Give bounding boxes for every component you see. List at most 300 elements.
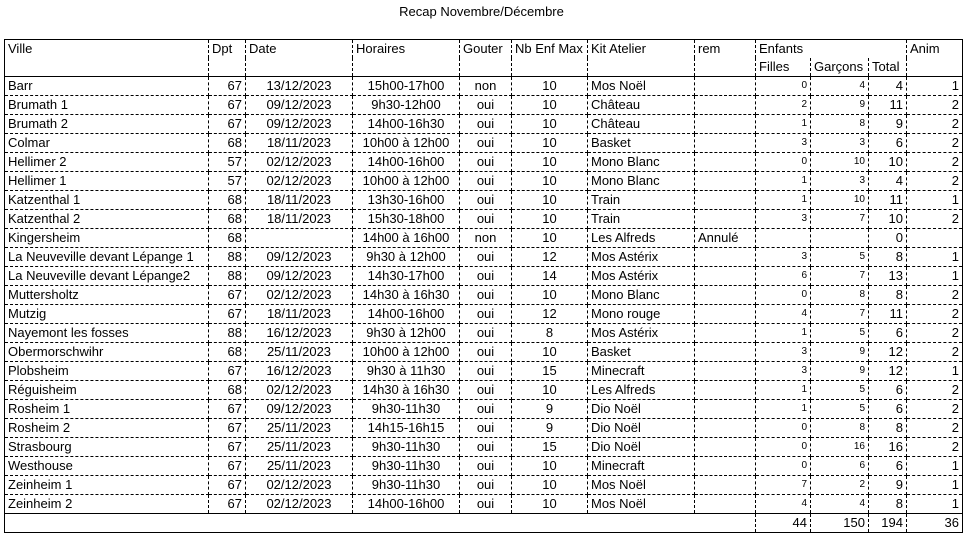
cell-rem[interactable] xyxy=(695,77,756,96)
cell-garcons[interactable]: 8 xyxy=(811,115,869,134)
cell-ville[interactable]: La Neuveville devant Lépange 1 xyxy=(5,248,209,267)
cell-total[interactable]: 6 xyxy=(869,324,907,343)
header-filles[interactable]: Filles xyxy=(756,58,811,77)
cell-dpt[interactable]: 67 xyxy=(209,476,246,495)
cell-garcons[interactable]: 2 xyxy=(811,476,869,495)
cell-nb-enf-max[interactable]: 10 xyxy=(512,115,588,134)
total-anim[interactable]: 36 xyxy=(907,514,963,533)
cell-filles[interactable]: 3 xyxy=(756,134,811,153)
cell-nb-enf-max[interactable]: 10 xyxy=(512,134,588,153)
recap-table xyxy=(4,39,963,533)
cell-horaires[interactable]: 9h30-11h30 xyxy=(353,400,460,419)
cell-filles[interactable]: 3 xyxy=(756,248,811,267)
cell-garcons[interactable]: 9 xyxy=(811,96,869,115)
cell-ville[interactable]: Colmar xyxy=(5,134,209,153)
cell-anim[interactable]: 2 xyxy=(907,134,963,153)
cell-horaires[interactable]: 14h15-16h15 xyxy=(353,419,460,438)
cell-ville[interactable]: La Neuveville devant Lépange2 xyxy=(5,267,209,286)
cell-anim[interactable]: 2 xyxy=(907,343,963,362)
cell-anim[interactable]: 2 xyxy=(907,172,963,191)
cell-gouter[interactable]: oui xyxy=(460,495,512,514)
cell-date[interactable]: 09/12/2023 xyxy=(246,96,353,115)
cell-dpt[interactable]: 67 xyxy=(209,419,246,438)
cell-anim[interactable]: 1 xyxy=(907,77,963,96)
cell-anim[interactable]: 2 xyxy=(907,96,963,115)
cell-dpt[interactable]: 67 xyxy=(209,305,246,324)
cell-gouter[interactable]: oui xyxy=(460,267,512,286)
cell-garcons[interactable]: 8 xyxy=(811,286,869,305)
cell-date[interactable]: 09/12/2023 xyxy=(246,400,353,419)
cell-ville[interactable]: Zeinheim 2 xyxy=(5,495,209,514)
cell-gouter[interactable]: oui xyxy=(460,305,512,324)
cell-ville[interactable]: Mutzig xyxy=(5,305,209,324)
cell-kit-atelier[interactable]: Château xyxy=(588,115,695,134)
cell-ville[interactable]: Katzenthal 1 xyxy=(5,191,209,210)
cell-total[interactable]: 4 xyxy=(869,77,907,96)
cell-garcons[interactable]: 8 xyxy=(811,419,869,438)
cell-date[interactable]: 25/11/2023 xyxy=(246,343,353,362)
cell-garcons[interactable]: 5 xyxy=(811,324,869,343)
cell-ville[interactable]: Plobsheim xyxy=(5,362,209,381)
cell-total[interactable]: 11 xyxy=(869,191,907,210)
cell-gouter[interactable]: oui xyxy=(460,115,512,134)
cell-date[interactable]: 09/12/2023 xyxy=(246,248,353,267)
cell-gouter[interactable]: non xyxy=(460,229,512,248)
cell-nb-enf-max[interactable]: 10 xyxy=(512,476,588,495)
header-kit-atelier[interactable]: Kit Atelier xyxy=(588,40,695,77)
cell-garcons[interactable]: 9 xyxy=(811,362,869,381)
cell-dpt[interactable]: 67 xyxy=(209,495,246,514)
cell-kit-atelier[interactable]: Les Alfreds xyxy=(588,229,695,248)
cell-total[interactable]: 6 xyxy=(869,134,907,153)
header-date[interactable]: Date xyxy=(246,40,353,77)
cell-rem[interactable] xyxy=(695,495,756,514)
cell-gouter[interactable]: oui xyxy=(460,362,512,381)
cell-filles[interactable]: 1 xyxy=(756,172,811,191)
cell-anim[interactable]: 2 xyxy=(907,419,963,438)
header-rem[interactable]: rem xyxy=(695,40,756,77)
cell-rem[interactable] xyxy=(695,248,756,267)
cell-filles[interactable]: 1 xyxy=(756,381,811,400)
cell-filles[interactable]: 4 xyxy=(756,495,811,514)
cell-anim[interactable]: 2 xyxy=(907,438,963,457)
cell-nb-enf-max[interactable]: 10 xyxy=(512,96,588,115)
cell-rem[interactable] xyxy=(695,400,756,419)
cell-total[interactable]: 0 xyxy=(869,229,907,248)
cell-gouter[interactable]: oui xyxy=(460,419,512,438)
cell-total[interactable]: 6 xyxy=(869,457,907,476)
cell-rem[interactable] xyxy=(695,324,756,343)
cell-rem[interactable] xyxy=(695,381,756,400)
cell-gouter[interactable]: oui xyxy=(460,134,512,153)
cell-rem[interactable] xyxy=(695,286,756,305)
header-horaires[interactable]: Horaires xyxy=(353,40,460,77)
cell-ville[interactable]: Rosheim 2 xyxy=(5,419,209,438)
cell-date[interactable]: 18/11/2023 xyxy=(246,191,353,210)
cell-kit-atelier[interactable]: Mono Blanc xyxy=(588,153,695,172)
cell-anim[interactable]: 2 xyxy=(907,305,963,324)
cell-filles[interactable]: 1 xyxy=(756,191,811,210)
cell-kit-atelier[interactable]: Mos Astérix xyxy=(588,324,695,343)
cell-rem[interactable] xyxy=(695,172,756,191)
cell-gouter[interactable]: oui xyxy=(460,248,512,267)
cell-total[interactable]: 6 xyxy=(869,400,907,419)
cell-ville[interactable]: Barr xyxy=(5,77,209,96)
cell-nb-enf-max[interactable]: 15 xyxy=(512,438,588,457)
cell-ville[interactable]: Westhouse xyxy=(5,457,209,476)
cell-garcons[interactable]: 16 xyxy=(811,438,869,457)
cell-gouter[interactable]: oui xyxy=(460,381,512,400)
cell-ville[interactable]: Obermorschwihr xyxy=(5,343,209,362)
cell-nb-enf-max[interactable]: 14 xyxy=(512,267,588,286)
cell-kit-atelier[interactable]: Mono Blanc xyxy=(588,286,695,305)
header-ville[interactable]: Ville xyxy=(5,40,209,77)
header-total[interactable]: Total xyxy=(869,58,907,77)
cell-dpt[interactable]: 67 xyxy=(209,457,246,476)
cell-ville[interactable]: Réguisheim xyxy=(5,381,209,400)
cell-dpt[interactable]: 67 xyxy=(209,362,246,381)
cell-kit-atelier[interactable]: Train xyxy=(588,210,695,229)
cell-filles[interactable]: 3 xyxy=(756,343,811,362)
cell-anim[interactable]: 2 xyxy=(907,381,963,400)
cell-dpt[interactable]: 68 xyxy=(209,191,246,210)
cell-dpt[interactable]: 67 xyxy=(209,96,246,115)
table-row xyxy=(5,343,963,362)
cell-gouter[interactable]: oui xyxy=(460,324,512,343)
cell-dpt[interactable]: 67 xyxy=(209,115,246,134)
cell-filles[interactable]: 0 xyxy=(756,438,811,457)
cell-dpt[interactable]: 68 xyxy=(209,343,246,362)
cell-rem[interactable] xyxy=(695,438,756,457)
cell-dpt[interactable]: 57 xyxy=(209,172,246,191)
cell-rem[interactable] xyxy=(695,305,756,324)
cell-anim[interactable]: 2 xyxy=(907,115,963,134)
cell-horaires[interactable]: 10h00 à 12h00 xyxy=(353,172,460,191)
cell-nb-enf-max[interactable]: 10 xyxy=(512,229,588,248)
cell-rem[interactable] xyxy=(695,457,756,476)
cell-ville[interactable]: Rosheim 1 xyxy=(5,400,209,419)
cell-horaires[interactable]: 10h00 à 12h00 xyxy=(353,134,460,153)
cell-gouter[interactable]: oui xyxy=(460,96,512,115)
cell-date[interactable]: 18/11/2023 xyxy=(246,305,353,324)
cell-horaires[interactable]: 15h30-18h00 xyxy=(353,210,460,229)
cell-ville[interactable]: Brumath 1 xyxy=(5,96,209,115)
cell-garcons[interactable]: 5 xyxy=(811,400,869,419)
cell-total[interactable]: 16 xyxy=(869,438,907,457)
cell-rem[interactable] xyxy=(695,153,756,172)
cell-date[interactable]: 02/12/2023 xyxy=(246,172,353,191)
cell-kit-atelier[interactable]: Dio Noël xyxy=(588,438,695,457)
cell-horaires[interactable]: 9h30 à 12h00 xyxy=(353,324,460,343)
cell-date[interactable]: 25/11/2023 xyxy=(246,457,353,476)
cell-garcons[interactable]: 7 xyxy=(811,267,869,286)
cell-kit-atelier[interactable]: Mono Blanc xyxy=(588,172,695,191)
cell-dpt[interactable]: 68 xyxy=(209,210,246,229)
cell-filles[interactable]: 1 xyxy=(756,400,811,419)
cell-date[interactable]: 16/12/2023 xyxy=(246,324,353,343)
cell-nb-enf-max[interactable]: 10 xyxy=(512,210,588,229)
cell-kit-atelier[interactable]: Basket xyxy=(588,134,695,153)
cell-date[interactable]: 09/12/2023 xyxy=(246,267,353,286)
cell-dpt[interactable]: 68 xyxy=(209,134,246,153)
cell-garcons[interactable]: 10 xyxy=(811,153,869,172)
cell-total[interactable]: 4 xyxy=(869,172,907,191)
cell-gouter[interactable]: oui xyxy=(460,438,512,457)
cell-nb-enf-max[interactable]: 10 xyxy=(512,457,588,476)
cell-horaires[interactable]: 9h30-11h30 xyxy=(353,476,460,495)
cell-date[interactable]: 09/12/2023 xyxy=(246,115,353,134)
cell-date[interactable]: 13/12/2023 xyxy=(246,77,353,96)
cell-ville[interactable]: Katzenthal 2 xyxy=(5,210,209,229)
cell-ville[interactable]: Hellimer 1 xyxy=(5,172,209,191)
cell-gouter[interactable]: oui xyxy=(460,343,512,362)
cell-date[interactable]: 18/11/2023 xyxy=(246,210,353,229)
cell-filles[interactable] xyxy=(756,229,811,248)
cell-rem[interactable] xyxy=(695,191,756,210)
cell-filles[interactable]: 0 xyxy=(756,153,811,172)
cell-anim[interactable]: 2 xyxy=(907,286,963,305)
cell-ville[interactable]: Nayemont les fosses xyxy=(5,324,209,343)
cell-nb-enf-max[interactable]: 12 xyxy=(512,248,588,267)
cell-gouter[interactable]: oui xyxy=(460,153,512,172)
cell-total[interactable]: 9 xyxy=(869,476,907,495)
cell-dpt[interactable]: 67 xyxy=(209,77,246,96)
cell-horaires[interactable]: 14h00-16h00 xyxy=(353,153,460,172)
cell-garcons[interactable]: 5 xyxy=(811,381,869,400)
cell-garcons[interactable]: 9 xyxy=(811,343,869,362)
cell-total[interactable]: 13 xyxy=(869,267,907,286)
header-nb-enf-max[interactable]: Nb Enf Max xyxy=(512,40,588,77)
cell-date[interactable]: 18/11/2023 xyxy=(246,134,353,153)
cell-date[interactable]: 02/12/2023 xyxy=(246,286,353,305)
cell-date[interactable]: 02/12/2023 xyxy=(246,476,353,495)
cell-garcons[interactable]: 5 xyxy=(811,248,869,267)
cell-total[interactable]: 12 xyxy=(869,343,907,362)
cell-nb-enf-max[interactable]: 10 xyxy=(512,153,588,172)
cell-rem[interactable] xyxy=(695,267,756,286)
cell-garcons[interactable] xyxy=(811,229,869,248)
cell-kit-atelier[interactable]: Les Alfreds xyxy=(588,381,695,400)
cell-total[interactable]: 11 xyxy=(869,305,907,324)
cell-date[interactable]: 25/11/2023 xyxy=(246,438,353,457)
cell-anim[interactable]: 1 xyxy=(907,267,963,286)
cell-horaires[interactable]: 14h00-16h30 xyxy=(353,115,460,134)
cell-filles[interactable]: 3 xyxy=(756,210,811,229)
cell-kit-atelier[interactable]: Train xyxy=(588,191,695,210)
cell-filles[interactable]: 1 xyxy=(756,324,811,343)
cell-gouter[interactable]: non xyxy=(460,77,512,96)
cell-anim[interactable]: 1 xyxy=(907,362,963,381)
cell-anim[interactable]: 1 xyxy=(907,457,963,476)
cell-gouter[interactable]: oui xyxy=(460,210,512,229)
cell-total[interactable]: 11 xyxy=(869,96,907,115)
cell-dpt[interactable]: 67 xyxy=(209,438,246,457)
cell-date[interactable]: 16/12/2023 xyxy=(246,362,353,381)
cell-nb-enf-max[interactable]: 8 xyxy=(512,324,588,343)
cell-filles[interactable]: 6 xyxy=(756,267,811,286)
cell-horaires[interactable]: 14h30 à 16h30 xyxy=(353,381,460,400)
cell-horaires[interactable]: 15h00-17h00 xyxy=(353,77,460,96)
cell-horaires[interactable]: 14h00-16h00 xyxy=(353,305,460,324)
header-enfants[interactable]: Enfants xyxy=(756,40,907,59)
cell-filles[interactable]: 3 xyxy=(756,362,811,381)
cell-garcons[interactable]: 6 xyxy=(811,457,869,476)
cell-date[interactable] xyxy=(246,229,353,248)
cell-dpt[interactable]: 88 xyxy=(209,267,246,286)
cell-filles[interactable]: 2 xyxy=(756,96,811,115)
cell-filles[interactable]: 0 xyxy=(756,457,811,476)
cell-garcons[interactable]: 3 xyxy=(811,172,869,191)
cell-filles[interactable]: 1 xyxy=(756,115,811,134)
cell-rem[interactable] xyxy=(695,476,756,495)
cell-ville[interactable]: Brumath 2 xyxy=(5,115,209,134)
cell-gouter[interactable]: oui xyxy=(460,286,512,305)
cell-horaires[interactable]: 14h30 à 16h30 xyxy=(353,286,460,305)
cell-anim[interactable]: 1 xyxy=(907,191,963,210)
cell-horaires[interactable]: 13h30-16h00 xyxy=(353,191,460,210)
cell-ville[interactable]: Kingersheim xyxy=(5,229,209,248)
header-gouter[interactable]: Gouter xyxy=(460,40,512,77)
cell-garcons[interactable]: 4 xyxy=(811,77,869,96)
cell-rem[interactable] xyxy=(695,96,756,115)
cell-rem[interactable] xyxy=(695,210,756,229)
cell-kit-atelier[interactable]: Minecraft xyxy=(588,457,695,476)
cell-nb-enf-max[interactable]: 10 xyxy=(512,381,588,400)
cell-anim[interactable] xyxy=(907,229,963,248)
total-garcons[interactable]: 150 xyxy=(811,514,869,533)
cell-gouter[interactable]: oui xyxy=(460,476,512,495)
cell-total[interactable]: 8 xyxy=(869,495,907,514)
cell-kit-atelier[interactable]: Château xyxy=(588,96,695,115)
cell-rem[interactable] xyxy=(695,343,756,362)
cell-dpt[interactable]: 67 xyxy=(209,400,246,419)
table-row xyxy=(5,229,963,248)
cell-total[interactable]: 8 xyxy=(869,419,907,438)
cell-nb-enf-max[interactable]: 10 xyxy=(512,495,588,514)
cell-filles[interactable]: 0 xyxy=(756,286,811,305)
cell-nb-enf-max[interactable]: 9 xyxy=(512,400,588,419)
cell-date[interactable]: 02/12/2023 xyxy=(246,381,353,400)
cell-anim[interactable]: 2 xyxy=(907,153,963,172)
cell-anim[interactable]: 2 xyxy=(907,400,963,419)
cell-dpt[interactable]: 67 xyxy=(209,286,246,305)
cell-nb-enf-max[interactable]: 10 xyxy=(512,172,588,191)
cell-dpt[interactable]: 68 xyxy=(209,229,246,248)
cell-kit-atelier[interactable]: Mos Noël xyxy=(588,495,695,514)
cell-kit-atelier[interactable]: Basket xyxy=(588,343,695,362)
cell-nb-enf-max[interactable]: 10 xyxy=(512,191,588,210)
cell-kit-atelier[interactable]: Dio Noël xyxy=(588,400,695,419)
cell-ville[interactable]: Strasbourg xyxy=(5,438,209,457)
header-anim[interactable]: Anim xyxy=(907,40,963,77)
header-dpt[interactable]: Dpt xyxy=(209,40,246,77)
cell-gouter[interactable]: oui xyxy=(460,191,512,210)
cell-total[interactable]: 6 xyxy=(869,381,907,400)
table-row xyxy=(5,476,963,495)
cell-kit-atelier[interactable]: Mos Noël xyxy=(588,476,695,495)
cell-dpt[interactable]: 57 xyxy=(209,153,246,172)
cell-date[interactable]: 02/12/2023 xyxy=(246,495,353,514)
cell-date[interactable]: 02/12/2023 xyxy=(246,153,353,172)
cell-kit-atelier[interactable]: Mos Astérix xyxy=(588,248,695,267)
table-row xyxy=(5,267,963,286)
cell-anim[interactable]: 2 xyxy=(907,324,963,343)
cell-nb-enf-max[interactable]: 10 xyxy=(512,343,588,362)
cell-ville[interactable]: Hellimer 2 xyxy=(5,153,209,172)
cell-kit-atelier[interactable]: Mos Noël xyxy=(588,77,695,96)
cell-ville[interactable]: Muttersholtz xyxy=(5,286,209,305)
cell-horaires[interactable]: 9h30 à 11h30 xyxy=(353,362,460,381)
cell-horaires[interactable]: 9h30 à 12h00 xyxy=(353,248,460,267)
cell-rem[interactable] xyxy=(695,362,756,381)
cell-horaires[interactable]: 10h00 à 12h00 xyxy=(353,343,460,362)
cell-total[interactable]: 10 xyxy=(869,153,907,172)
header-garcons[interactable]: Garçons xyxy=(811,58,869,77)
cell-horaires[interactable]: 14h30-17h00 xyxy=(353,267,460,286)
cell-gouter[interactable]: oui xyxy=(460,172,512,191)
cell-garcons[interactable]: 4 xyxy=(811,495,869,514)
cell-anim[interactable]: 1 xyxy=(907,248,963,267)
cell-rem[interactable] xyxy=(695,134,756,153)
cell-dpt[interactable]: 88 xyxy=(209,324,246,343)
cell-date[interactable]: 25/11/2023 xyxy=(246,419,353,438)
cell-total[interactable]: 8 xyxy=(869,248,907,267)
cell-total[interactable]: 12 xyxy=(869,362,907,381)
cell-garcons[interactable]: 7 xyxy=(811,305,869,324)
cell-filles[interactable]: 0 xyxy=(756,419,811,438)
cell-garcons[interactable]: 3 xyxy=(811,134,869,153)
cell-gouter[interactable]: oui xyxy=(460,457,512,476)
cell-anim[interactable]: 2 xyxy=(907,210,963,229)
cell-kit-atelier[interactable]: Minecraft xyxy=(588,362,695,381)
cell-horaires[interactable]: 14h00 à 16h00 xyxy=(353,229,460,248)
cell-total[interactable]: 9 xyxy=(869,115,907,134)
cell-gouter[interactable]: oui xyxy=(460,400,512,419)
cell-rem[interactable]: Annulé xyxy=(695,229,756,248)
cell-nb-enf-max[interactable]: 15 xyxy=(512,362,588,381)
cell-ville[interactable]: Zeinheim 1 xyxy=(5,476,209,495)
cell-nb-enf-max[interactable]: 10 xyxy=(512,286,588,305)
cell-dpt[interactable]: 68 xyxy=(209,381,246,400)
cell-filles[interactable]: 7 xyxy=(756,476,811,495)
cell-rem[interactable] xyxy=(695,115,756,134)
cell-nb-enf-max[interactable]: 10 xyxy=(512,77,588,96)
cell-kit-atelier[interactable]: Mos Astérix xyxy=(588,267,695,286)
cell-horaires[interactable]: 9h30-11h30 xyxy=(353,457,460,476)
cell-garcons[interactable]: 7 xyxy=(811,210,869,229)
cell-kit-atelier[interactable]: Dio Noël xyxy=(588,419,695,438)
cell-anim[interactable]: 1 xyxy=(907,495,963,514)
table-row xyxy=(5,362,963,381)
cell-rem[interactable] xyxy=(695,419,756,438)
cell-kit-atelier[interactable]: Mono rouge xyxy=(588,305,695,324)
table-row xyxy=(5,324,963,343)
cell-anim[interactable]: 1 xyxy=(907,476,963,495)
total-filles[interactable]: 44 xyxy=(756,514,811,533)
cell-dpt[interactable]: 88 xyxy=(209,248,246,267)
cell-nb-enf-max[interactable]: 9 xyxy=(512,419,588,438)
cell-nb-enf-max[interactable]: 12 xyxy=(512,305,588,324)
cell-horaires[interactable]: 14h00-16h00 xyxy=(353,495,460,514)
total-total[interactable]: 194 xyxy=(869,514,907,533)
cell-filles[interactable]: 4 xyxy=(756,305,811,324)
cell-horaires[interactable]: 9h30-12h00 xyxy=(353,96,460,115)
cell-garcons[interactable]: 10 xyxy=(811,191,869,210)
cell-total[interactable]: 10 xyxy=(869,210,907,229)
cell-filles[interactable]: 0 xyxy=(756,77,811,96)
cell-total[interactable]: 8 xyxy=(869,286,907,305)
cell-horaires[interactable]: 9h30-11h30 xyxy=(353,438,460,457)
